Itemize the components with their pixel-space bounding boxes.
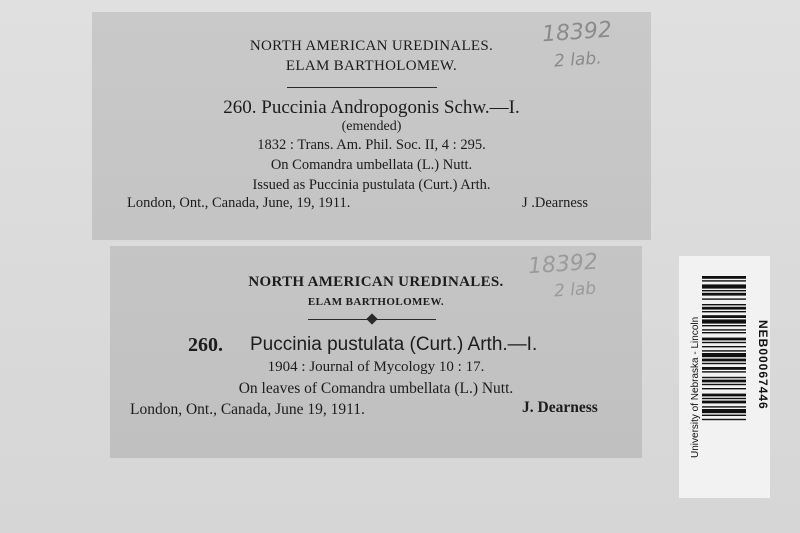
host-line: On Comandra umbellata (L.) Nutt.	[270, 157, 473, 173]
specimen-label-lower	[110, 246, 642, 458]
locality-date: London, Ont., Canada, June 19, 1911.	[130, 401, 365, 418]
collector-name: J. Dearness	[522, 399, 598, 416]
accession-note: 2 lab	[553, 278, 597, 302]
collector-name: J .Dearness	[522, 195, 589, 211]
emended-note: (emended)	[341, 119, 402, 134]
host-line: On leaves of Comandra umbellata (L.) Nutt.	[238, 380, 514, 397]
diamond-ornament	[366, 313, 377, 324]
accession-number: 18392	[541, 17, 613, 48]
collector-title: ELAM BARTHOLOMEW.	[307, 296, 445, 308]
accession-number: 18392	[527, 249, 599, 280]
locality-date: London, Ont., Canada, June, 19, 1911.	[127, 195, 351, 211]
taxon-line: 260. Puccinia Andropogonis Schw.—I.	[223, 97, 520, 118]
institution-name: University of Nebraska - Lincoln	[690, 316, 701, 458]
taxon-line: Puccinia pustulata (Curt.) Arth.—I.	[250, 334, 538, 355]
series-title: NORTH AMERICAN UREDINALES.	[249, 38, 494, 54]
collector-title: ELAM BARTHOLOMEW.	[285, 58, 458, 74]
specimen-label-upper	[92, 12, 651, 240]
specimen-number: 260.	[188, 334, 223, 356]
divider-rule	[287, 87, 437, 88]
citation-line: 1904 : Journal of Mycology 10 : 17.	[267, 359, 485, 375]
barcode-image	[702, 276, 746, 482]
citation-line: 1832 : Trans. Am. Phil. Soc. II, 4 : 295.	[257, 137, 486, 153]
issued-line: Issued as Puccinia pustulata (Curt.) Arth.	[252, 177, 491, 193]
accession-note: 2 lab.	[553, 48, 603, 72]
series-title: NORTH AMERICAN UREDINALES.	[248, 274, 504, 290]
barcode-number: NEB00067446	[756, 320, 770, 410]
